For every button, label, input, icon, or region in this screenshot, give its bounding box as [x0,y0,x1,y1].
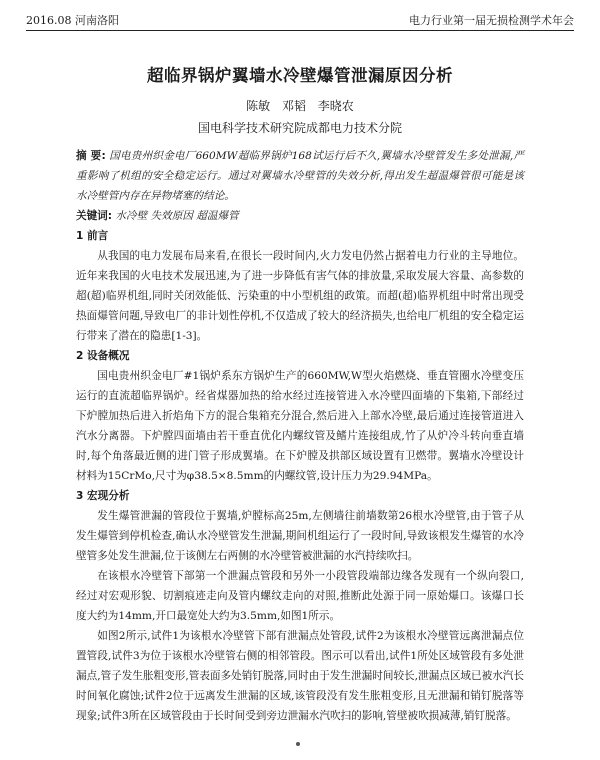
header-left-text: 2016.08 河南洛阳 [26,14,119,27]
running-header [26,10,574,31]
header-right-text: 电力行业第一届无损检测学术年会 [409,14,574,27]
authors: 陈敏 邓韬 李晓农 [246,99,354,113]
section-paragraph: 国电贵州织金电厂#1锅炉系东方锅炉生产的660MW,W型火焰燃烧、垂直管圈水冷壁变压运行的直流超临界锅炉。经省煤器加热的给水经过连接管进入水冷壁四面墙的下集箱,下部经过下炉膛加热后进入折焰角下方的混合集箱充分混合,然后进入上部水冷壁,最后通过连接管道进入汽水分离器。下炉膛四面墙由若干垂直优化内螺纹管及鳍片连接组成,竹了从炉冷斗转向垂直墙时,每个角落最近侧的进门管子形成翼墙。在下炉膛及拱部区域设置有卫燃带。翼墙水冷壁设计材料为15CrMo,尺寸为φ38.5×8.5mm的内螺纹管,设计压力为29.94MPa。 [76,370,524,482]
abstract [76,146,524,206]
section-paragraph: 在该根水冷壁管下部第一个泄漏点管段和另外一小段管段端部边缘各发现有一个纵向裂口,经过对宏观形貌、切割痕迹走向及管内螺纹走向的对照,推断此处源于同一原始爆口。该爆口长度大约为14mm,开口最宽处大约为3.5mm,如图1所示。 [76,570,524,622]
paper-body [76,146,524,726]
page-dot [296,742,300,746]
paper-title: 超临界锅炉翼墙水冷壁爆管泄漏原因分析 [147,66,453,85]
affiliation: 国电科学技术研究院成都电力技术分院 [197,121,402,135]
keywords-label: 关键词: [76,210,113,222]
abstract-text: 国电贵州织金电厂660MW超临界锅炉168试运行后不久,翼墙水冷壁管发生多处泄漏,严重影响了机组的安全稳定运行。通过对翼墙水冷壁管的失效分析,得出发生超温爆管很可能是该水冷壁管内存在异物堵塞的结论。 [76,150,524,202]
abstract-label: 摘 要: [76,150,106,162]
section-paragraph: 如图2所示,试件1为该根水冷壁管下部有泄漏点处管段,试件2为该根水冷壁管远离泄漏点位置管段,试件3为位于该根水冷壁管右侧的相邻管段。图示可以看出,试件1所处区域管段有多处泄漏点,管子发生胀粗变形,管表面多处销钉脱落,同时由于发生泄漏时间较长,泄漏点区域已被水汽长时间氧化腐蚀;试件2位于远离发生泄漏的区域,该管段没有发生胀粗变形,且无泄漏和销钉脱落等现象;试件3所在区域管段由于长时间受到旁边泄漏水汽吹扫的影响,管壁被吹损减薄,销钉脱落。 [76,630,524,722]
keywords [76,206,524,226]
keywords-text: 水冷壁 失效原因 超温爆管 [115,210,239,222]
section-paragraph: 发生爆管泄漏的管段位于翼墙,炉膛标高25m,左侧墙往前墙数第26根水冷壁管,由于管子从发生爆管到停机检查,确认水冷壁管发生泄漏,期间机组运行了一段时间,导致该根发生爆管的水冷壁管多处发生泄漏,位于该侧左右两侧的水冷壁管被泄漏的水汽持续吹扫。 [76,510,524,562]
section-paragraph: 从我国的电力发展布局来看,在很长一段时间内,火力发电仍然占据着电力行业的主导地位。近年来我国的火电技术发展迅速,为了进一步降低有害气体的排放量,采取发展大容量、高参数的超(超)临界机组,同时关闭效能低、污染重的中小型机组的政策。而超(超)临界机组中时常出现受热面爆管问题,导致电厂的非计划性停机,不仅造成了较大的经济损失,也给电厂机组的安全稳定运行带来了潜在的隐患[1-3]。 [76,250,524,342]
section-heading: 1 前言 [76,230,109,242]
section-heading: 3 宏现分析 [76,490,130,502]
section-heading: 2 设备概况 [76,350,130,362]
